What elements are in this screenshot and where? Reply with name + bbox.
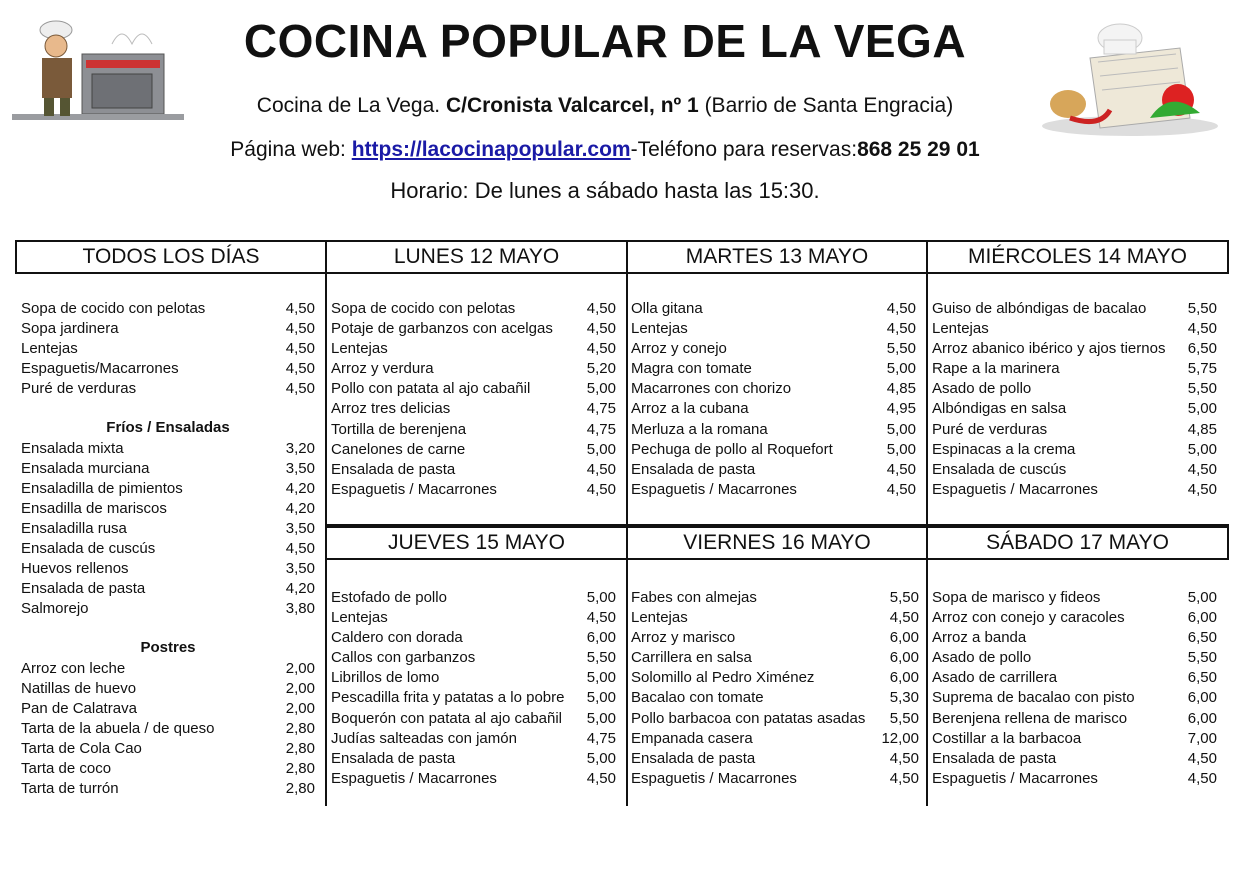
menu-item bbox=[932, 769, 1217, 789]
dish-name: Carrillera en salsa bbox=[631, 649, 752, 667]
dish-name: Ensadilla de mariscos bbox=[21, 499, 167, 517]
menu-item bbox=[21, 519, 315, 539]
menu-item bbox=[932, 648, 1217, 668]
heading-saturday: SÁBADO 17 MAYO bbox=[926, 526, 1229, 560]
cold-dishes-heading: Fríos / Ensaladas bbox=[106, 419, 230, 437]
dish-name: Ensalada de pasta bbox=[331, 460, 456, 478]
everyday-menu bbox=[21, 299, 315, 799]
menu-item bbox=[21, 699, 315, 719]
dish-price: 5,50 bbox=[1187, 380, 1217, 398]
dish-name: Callos con garbanzos bbox=[331, 649, 476, 667]
dish-price: 5,00 bbox=[586, 440, 616, 458]
dish-name: Tarta de Cola Cao bbox=[21, 739, 142, 757]
menu-item bbox=[631, 339, 916, 359]
dish-price: 2,00 bbox=[285, 679, 315, 697]
menu-item bbox=[21, 559, 315, 579]
dish-price: 2,00 bbox=[285, 659, 315, 677]
restaurant-title: COCINA POPULAR DE LA VEGA bbox=[243, 15, 967, 67]
dish-name: Sopa de marisco y fideos bbox=[932, 589, 1101, 606]
dish-price: 5,00 bbox=[586, 380, 616, 398]
menu-item bbox=[331, 628, 616, 648]
menu-item bbox=[21, 459, 315, 479]
menu-item bbox=[932, 480, 1217, 500]
dish-name: Arroz con leche bbox=[21, 659, 126, 677]
dish-name: Macarrones con chorizo bbox=[631, 380, 792, 398]
dish-price: 4,50 bbox=[285, 340, 315, 358]
menu-item bbox=[21, 299, 315, 319]
dish-price: 5,00 bbox=[886, 360, 916, 378]
dish-name: Arroz a la cubana bbox=[631, 400, 749, 418]
menu-item bbox=[932, 688, 1217, 708]
menu-item bbox=[932, 460, 1217, 480]
menu-item bbox=[331, 729, 616, 749]
menu-item bbox=[932, 749, 1217, 769]
dish-price: 6,00 bbox=[889, 669, 919, 687]
menu-item bbox=[932, 399, 1217, 419]
dish-name: Guiso de albóndigas de bacalao bbox=[932, 300, 1147, 317]
thursday-menu bbox=[331, 588, 616, 789]
dish-name: Berenjena rellena de marisco bbox=[932, 709, 1128, 727]
dish-price: 5,50 bbox=[1187, 300, 1217, 317]
menu-item bbox=[932, 440, 1217, 460]
menu-item bbox=[21, 759, 315, 779]
dish-name: Ensalada mixta bbox=[21, 439, 124, 457]
menu-item bbox=[631, 668, 919, 688]
dish-price: 5,00 bbox=[586, 589, 616, 606]
dish-name: Pan de Calatrava bbox=[21, 699, 137, 717]
dish-name: Pescadilla frita y patatas a lo pobre bbox=[331, 689, 565, 707]
dish-name: Sopa de cocido con pelotas bbox=[21, 300, 206, 317]
dish-price: 4,50 bbox=[285, 360, 315, 378]
dish-name: Olla gitana bbox=[631, 300, 703, 317]
menu-item bbox=[21, 379, 315, 399]
dish-price: 4,50 bbox=[586, 460, 616, 478]
dish-name: Tarta de turrón bbox=[21, 780, 119, 798]
dish-price: 5,00 bbox=[1187, 440, 1217, 458]
dish-price: 2,80 bbox=[285, 780, 315, 798]
dish-name: Fabes con almejas bbox=[631, 589, 757, 606]
dish-name: Albóndigas en salsa bbox=[932, 400, 1067, 418]
dish-price: 4,75 bbox=[586, 420, 616, 438]
dish-name: Merluza a la romana bbox=[631, 420, 768, 438]
dish-price: 4,20 bbox=[285, 499, 315, 517]
dish-name: Arroz a banda bbox=[932, 629, 1027, 647]
dish-price: 5,00 bbox=[886, 420, 916, 438]
dish-name: Ensaladilla rusa bbox=[21, 519, 127, 537]
dish-name: Ensalada de pasta bbox=[932, 749, 1057, 767]
dish-name: Boquerón con patata al ajo cabañil bbox=[331, 709, 563, 727]
dish-price: 4,75 bbox=[586, 400, 616, 418]
menu-item bbox=[331, 359, 616, 379]
menu-item bbox=[631, 588, 919, 608]
menu-item bbox=[631, 749, 919, 769]
dish-price: 2,00 bbox=[285, 699, 315, 717]
dish-name: Pollo barbacoa con patatas asadas bbox=[631, 709, 866, 727]
dish-price: 4,50 bbox=[889, 609, 919, 627]
menu-item bbox=[631, 480, 916, 500]
dish-name: Caldero con dorada bbox=[331, 629, 463, 647]
dish-name: Lentejas bbox=[21, 340, 78, 358]
dish-price: 4,50 bbox=[886, 480, 916, 498]
dish-name: Lentejas bbox=[331, 609, 388, 627]
dish-name: Arroz y verdura bbox=[331, 360, 434, 378]
menu-item bbox=[631, 319, 916, 339]
dish-name: Bacalao con tomate bbox=[631, 689, 764, 707]
contact-line: Página web: https://lacocinapopular.com-Teléfono para reservas:868 25 29 01 bbox=[230, 138, 980, 161]
dish-name: Pollo con patata al ajo cabañil bbox=[331, 380, 531, 398]
menu-item bbox=[631, 688, 919, 708]
dish-name: Pechuga de pollo al Roquefort bbox=[631, 440, 833, 458]
tuesday-menu bbox=[631, 299, 916, 500]
menu-item bbox=[331, 399, 616, 419]
phone-number: 868 25 29 01 bbox=[857, 138, 980, 161]
menu-item bbox=[932, 319, 1217, 339]
dish-price: 2,80 bbox=[285, 759, 315, 777]
menu-item bbox=[21, 599, 315, 619]
dish-price: 7,00 bbox=[1187, 729, 1217, 747]
dish-price: 5,20 bbox=[586, 360, 616, 378]
dish-price: 5,50 bbox=[586, 649, 616, 667]
menu-item bbox=[631, 608, 919, 628]
menu-item bbox=[932, 339, 1217, 359]
menu-item bbox=[932, 420, 1217, 440]
heading-everyday: TODOS LOS DÍAS bbox=[15, 240, 327, 274]
menu-item bbox=[932, 628, 1217, 648]
dish-price: 4,50 bbox=[285, 540, 315, 558]
dish-price: 4,50 bbox=[886, 460, 916, 478]
menu-item bbox=[21, 679, 315, 699]
dish-name: Puré de verduras bbox=[932, 420, 1048, 438]
menu-item bbox=[21, 719, 315, 739]
menu-item bbox=[331, 480, 616, 500]
dish-name: Arroz abanico ibérico y ajos tiernos bbox=[932, 340, 1166, 358]
dish-price: 5,00 bbox=[1187, 400, 1217, 418]
dish-price: 5,50 bbox=[886, 340, 916, 358]
dish-price: 4,50 bbox=[889, 769, 919, 787]
menu-item bbox=[331, 709, 616, 729]
dish-price: 4,50 bbox=[285, 300, 315, 317]
menu-item bbox=[631, 359, 916, 379]
saturday-menu bbox=[932, 588, 1217, 789]
menu-item bbox=[331, 688, 616, 708]
menu-item bbox=[331, 608, 616, 628]
dish-name: Ensaladilla de pimientos bbox=[21, 479, 183, 497]
address-line: Cocina de La Vega. C/Cronista Valcarcel, nº 1 (Barrio de Santa Engracia) bbox=[256, 94, 954, 117]
dish-name: Huevos rellenos bbox=[21, 560, 129, 578]
menu-item bbox=[932, 588, 1217, 608]
dish-name: Tarta de la abuela / de queso bbox=[21, 719, 215, 737]
dish-name: Empanada casera bbox=[631, 729, 753, 747]
dish-price: 4,85 bbox=[1187, 420, 1217, 438]
dish-name: Lentejas bbox=[631, 609, 688, 627]
dish-price: 5,00 bbox=[586, 709, 616, 727]
dish-name: Costillar a la barbacoa bbox=[932, 729, 1082, 747]
dish-name: Magra con tomate bbox=[631, 360, 752, 378]
dish-name: Arroz y marisco bbox=[631, 629, 736, 647]
dish-price: 6,00 bbox=[1187, 689, 1217, 707]
dish-name: Librillos de lomo bbox=[331, 669, 440, 687]
dish-name: Ensalada de pasta bbox=[21, 580, 146, 598]
dish-price: 5,30 bbox=[889, 689, 919, 707]
menu-item bbox=[631, 440, 916, 460]
menu-item bbox=[21, 539, 315, 559]
dish-name: Espaguetis / Macarrones bbox=[331, 769, 497, 787]
menu-item bbox=[331, 379, 616, 399]
dish-price: 5,00 bbox=[1187, 589, 1217, 606]
menu-item bbox=[21, 319, 315, 339]
dish-name: Lentejas bbox=[631, 320, 688, 338]
dish-price: 4,20 bbox=[285, 580, 315, 598]
dish-price: 5,00 bbox=[586, 669, 616, 687]
website-link[interactable]: https://lacocinapopular.com bbox=[351, 138, 631, 161]
dish-name: Salmorejo bbox=[21, 600, 89, 618]
dish-price: 5,75 bbox=[1187, 360, 1217, 378]
dish-price: 4,50 bbox=[586, 609, 616, 627]
menu-item bbox=[932, 668, 1217, 688]
dish-name: Espaguetis / Macarrones bbox=[631, 769, 797, 787]
dish-name: Lentejas bbox=[932, 320, 989, 338]
menu-item bbox=[21, 359, 315, 379]
dish-name: Canelones de carne bbox=[331, 440, 466, 458]
dish-price: 3,50 bbox=[285, 459, 315, 477]
dish-name: Suprema de bacalao con pisto bbox=[932, 689, 1135, 707]
dish-name: Lentejas bbox=[331, 340, 388, 358]
dish-price: 4,50 bbox=[1187, 320, 1217, 338]
dish-price: 5,50 bbox=[889, 589, 919, 606]
dish-price: 5,00 bbox=[886, 440, 916, 458]
menu-item bbox=[331, 460, 616, 480]
dish-price: 6,50 bbox=[1187, 669, 1217, 687]
opening-hours: Horario: De lunes a sábado hasta las 15:30. bbox=[390, 178, 820, 203]
dish-name: Judías salteadas con jamón bbox=[331, 729, 517, 747]
heading-monday: LUNES 12 MAYO bbox=[325, 240, 628, 274]
dish-name: Puré de verduras bbox=[21, 380, 137, 398]
dish-price: 2,80 bbox=[285, 719, 315, 737]
dish-price: 6,00 bbox=[1187, 609, 1217, 627]
dish-price: 4,50 bbox=[586, 320, 616, 338]
menu-item bbox=[331, 749, 616, 769]
dish-price: 4,50 bbox=[1187, 480, 1217, 498]
menu-item bbox=[631, 420, 916, 440]
dish-price: 6,50 bbox=[1187, 340, 1217, 358]
dish-price: 2,80 bbox=[285, 739, 315, 757]
menu-item bbox=[631, 709, 919, 729]
menu-item bbox=[21, 339, 315, 359]
dish-price: 4,50 bbox=[586, 769, 616, 787]
dish-price: 6,00 bbox=[889, 649, 919, 667]
heading-thursday: JUEVES 15 MAYO bbox=[325, 526, 628, 560]
dish-name: Solomillo al Pedro Ximénez bbox=[631, 669, 815, 687]
menu-item bbox=[331, 440, 616, 460]
menu-item bbox=[932, 608, 1217, 628]
dish-price: 4,75 bbox=[586, 729, 616, 747]
menu-item bbox=[932, 359, 1217, 379]
menu-item bbox=[331, 769, 616, 789]
menu-item bbox=[631, 729, 919, 749]
dish-name: Arroz con conejo y caracoles bbox=[932, 609, 1125, 627]
menu-item bbox=[21, 739, 315, 759]
dish-price: 3,80 bbox=[285, 600, 315, 618]
dish-name: Ensalada de cuscús bbox=[21, 540, 156, 558]
menu-item bbox=[932, 709, 1217, 729]
dish-name: Asado de carrillera bbox=[932, 669, 1058, 687]
dish-price: 4,95 bbox=[886, 400, 916, 418]
desserts-heading: Postres bbox=[140, 639, 196, 657]
dish-price: 4,50 bbox=[886, 300, 916, 317]
dish-name: Ensalada de pasta bbox=[631, 460, 756, 478]
menu-item bbox=[331, 668, 616, 688]
dish-price: 4,50 bbox=[586, 480, 616, 498]
dish-name: Ensalada de pasta bbox=[331, 749, 456, 767]
menu-item bbox=[21, 499, 315, 519]
menu-item bbox=[631, 648, 919, 668]
menu-item bbox=[631, 460, 916, 480]
dish-price: 4,50 bbox=[1187, 769, 1217, 787]
friday-menu bbox=[631, 588, 919, 789]
dish-name: Potaje de garbanzos con acelgas bbox=[331, 320, 553, 338]
dish-price: 4,50 bbox=[285, 380, 315, 398]
dish-name: Rape a la marinera bbox=[932, 360, 1060, 378]
menu-item bbox=[331, 319, 616, 339]
dish-price: 4,50 bbox=[1187, 749, 1217, 767]
dish-price: 6,00 bbox=[889, 629, 919, 647]
dish-name: Natillas de huevo bbox=[21, 679, 137, 697]
heading-tuesday: MARTES 13 MAYO bbox=[626, 240, 928, 274]
dish-price: 3,50 bbox=[285, 560, 315, 578]
wednesday-menu bbox=[932, 299, 1217, 500]
heading-wednesday: MIÉRCOLES 14 MAYO bbox=[926, 240, 1229, 274]
menu-item bbox=[631, 379, 916, 399]
dish-price: 3,20 bbox=[285, 439, 315, 457]
menu-item bbox=[932, 379, 1217, 399]
dish-price: 12,00 bbox=[881, 729, 919, 747]
dish-price: 4,50 bbox=[889, 749, 919, 767]
dish-name: Espaguetis / Macarrones bbox=[932, 480, 1098, 498]
dish-name: Asado de pollo bbox=[932, 380, 1032, 398]
dish-name: Sopa jardinera bbox=[21, 320, 119, 338]
dish-name: Ensalada de cuscús bbox=[932, 460, 1067, 478]
dish-price: 4,50 bbox=[1187, 460, 1217, 478]
heading-friday: VIERNES 16 MAYO bbox=[626, 526, 928, 560]
dish-price: 6,00 bbox=[586, 629, 616, 647]
dish-price: 4,50 bbox=[886, 320, 916, 338]
menu-item bbox=[21, 659, 315, 679]
menu-item bbox=[331, 648, 616, 668]
menu-item bbox=[331, 339, 616, 359]
dish-price: 6,00 bbox=[1187, 709, 1217, 727]
dish-name: Espaguetis / Macarrones bbox=[631, 480, 797, 498]
menu-item bbox=[932, 299, 1217, 319]
dish-name: Espinacas a la crema bbox=[932, 440, 1076, 458]
dish-name: Tarta de coco bbox=[21, 759, 112, 777]
dish-name: Ensalada murciana bbox=[21, 459, 150, 477]
dish-name: Sopa de cocido con pelotas bbox=[331, 300, 516, 317]
dish-name: Espaguetis / Macarrones bbox=[331, 480, 497, 498]
menu-item bbox=[21, 479, 315, 499]
menu-item bbox=[631, 769, 919, 789]
dish-price: 5,00 bbox=[586, 749, 616, 767]
dish-name: Arroz y conejo bbox=[631, 340, 727, 358]
dish-price: 5,50 bbox=[889, 709, 919, 727]
recipe-book-illustration bbox=[1040, 18, 1220, 138]
dish-price: 5,00 bbox=[586, 689, 616, 707]
dish-name: Espaguetis/Macarrones bbox=[21, 360, 179, 378]
menu-item bbox=[631, 628, 919, 648]
menu-item bbox=[331, 299, 616, 319]
menu-item bbox=[631, 399, 916, 419]
dish-name: Ensalada de pasta bbox=[631, 749, 756, 767]
menu-item bbox=[932, 729, 1217, 749]
dish-name: Asado de pollo bbox=[932, 649, 1032, 667]
dish-price: 3,50 bbox=[285, 519, 315, 537]
dish-price: 4,50 bbox=[586, 340, 616, 358]
dish-name: Tortilla de berenjena bbox=[331, 420, 467, 438]
dish-price: 5,50 bbox=[1187, 649, 1217, 667]
menu-item bbox=[331, 420, 616, 440]
menu-item bbox=[331, 588, 616, 608]
dish-price: 4,50 bbox=[285, 320, 315, 338]
dish-price: 4,20 bbox=[285, 479, 315, 497]
dish-name: Espaguetis / Macarrones bbox=[932, 769, 1098, 787]
menu-item bbox=[21, 439, 315, 459]
monday-menu bbox=[331, 299, 616, 500]
menu-item bbox=[631, 299, 916, 319]
menu-item bbox=[21, 579, 315, 599]
dish-name: Estofado de pollo bbox=[331, 589, 447, 606]
dish-name: Arroz tres delicias bbox=[331, 400, 451, 418]
menu-item bbox=[21, 779, 315, 799]
dish-price: 4,85 bbox=[886, 380, 916, 398]
dish-price: 4,50 bbox=[586, 300, 616, 317]
dish-price: 6,50 bbox=[1187, 629, 1217, 647]
